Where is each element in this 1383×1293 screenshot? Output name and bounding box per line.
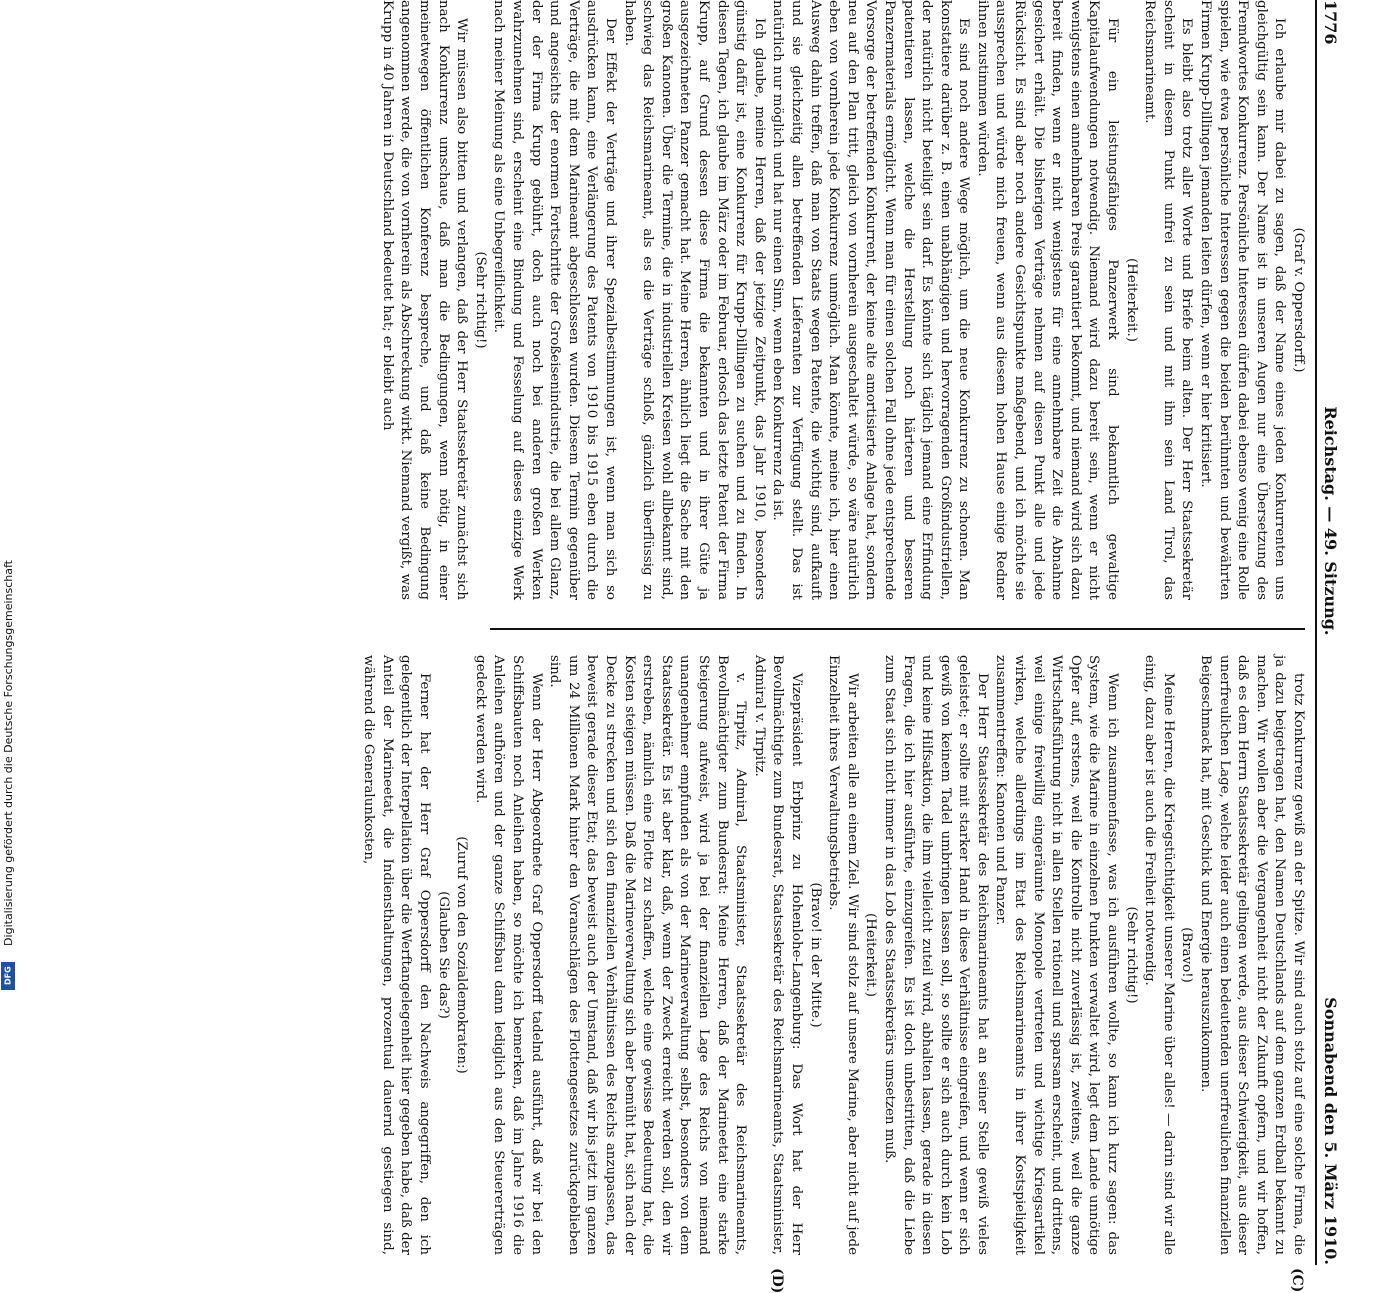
dfg-logo: DFG xyxy=(1,962,15,990)
paragraph: Meine Herren, die Kriegstüchtigkeit unserer Marine über alles! — darin sind wir alle einig, dazu aber ist auch die Freiheit notwendig. xyxy=(1142,655,1176,1255)
page-header xyxy=(1315,0,1345,1265)
interjection: (Graf v. Oppersdorff.) xyxy=(1291,227,1306,373)
interjection: (Bravo!) xyxy=(1179,927,1195,983)
margin-marker-d: (D) xyxy=(769,1268,785,1293)
page-number: 1776 xyxy=(1321,0,1341,45)
column-divider xyxy=(490,628,1305,630)
document-page xyxy=(361,0,1345,1293)
page-title: Reichstag. — 49. Sitzung. xyxy=(1321,406,1341,636)
paragraph: Wenn der Herr Abgeordnete Graf Oppersdorff tadelnd ausführt, daß wir bei den Schiffsbauten noch Anleihen haben, so möchte ich bemerken, daß im Jahre 1916 die Anleihen aufhören und der ganze Schiffsbau dann lediglich aus den Steuererträgen gedeckt werden wird. xyxy=(472,655,544,1255)
right-text-column xyxy=(361,655,1307,1255)
interjection: (Bravo! in der Mitte.) xyxy=(807,882,823,1028)
paragraph: Der Herr Staatssekretär des Reichsmarineamts hat an seiner Stelle gewiß vieles geleistet; er sollte mit starker Hand in diese Verhältnisse eingreifen, und wenn er sich gewiß von keinem Tadel umbringen lassen soll, so sollte er sich auch durch kein Lob und keine Hilfsaktion, die ihm vielleicht zuteil wird, abhalten lassen, gerade in diesen Fragen, die ich hier ausführte, einzugreifen. Es ist doch unbestritten, daß die Liebe zum Staat sich nicht immer in das Lob des Staatssekretärs umsetzen muß. xyxy=(881,655,990,1255)
interjection: (Glauben Sie das?) xyxy=(435,891,451,1019)
paragraph: Es sind noch andere Wege möglich, um die neue Konkurrenz zu schonen. Man konstatiere darüber z. B. einen unabhängigen und hervorragenden Großindustriellen, der natürlich nicht beteiligt sein darf. Es könnte sich täglich jemand eine Erfindung patentieren lassen, welche die Herstellung noch härteren und besseren Panzermaterials ermöglicht. Wenn man für einen solchen Fall ohne jede entsprechende Vorsorge der betreffenden Konkurrent, der keine alte amortisierte Anlage hat, sondern neu auf den Plan tritt, gleich von vornherein ausgeschaltet würde, so wäre natürlich eben von vornherein jede Konkurrenz unmöglich. Man könnte, meine ich, hier einen Ausweg dahin treffen, daß man von Staats wegen Patente, die wichtig sind, aufkauft und sie gleichzeitig allen betreffenden Lieferanten zur Verfügung stellt. Das ist natürlich nur möglich und hat nur einen Sinn, wenn eben Konkurrenz da ist. xyxy=(770,0,972,600)
paragraph: Wir müssen also bitten und verlangen, daß der Herr Staatssekretär zunächst sich nach Konkurrenz umschaue, daß man die Bedingungen, wenn nötig, in einer meinetwegen öffentlichen Konferenz bespreche, und daß keine Bedingung angenommen werde, die von vornherein als Abschreckung wirkt. Niemand vergißt, was Krupp in 40 Jahren in Deutschland bedeutet hat; er bleibt auch xyxy=(379,0,470,600)
margin-marker-c: (C) xyxy=(1289,1268,1305,1293)
session-date: Sonnabend den 5. März 1910. xyxy=(1321,997,1341,1265)
paragraph: v. Tirpitz, Admiral, Staatsminister, Staatssekretär des Reichsmarineamts, Bevollmächtigter zum Bundesrat: Meine Herren, daß der Marineetat eine starke Steigerung aufweist, wird ja bei der finanziellen Lage des Reichs von niemand unangenehmer empfunden als von der Marineverwaltung selbst, besonders von dem Staatssekretär. Es ist aber klar, daß, wenn der Zweck erreicht werden soll, den wir erstreben, nämlich eine Flotte zu schaffen, welche eine gewisse Bedeutung hat, die Kosten steigen müssen. Daß die Marineverwaltung sich aber bemüht hat, sich nach der Decke zu strecken und sich den finanziellen Verhältnissen des Reichs anzupassen, das beweist gerade dieser Etat; das beweist auch der Umstand, daß wir bis jetzt im ganzen um 24 Millionen Mark hinter den Voranschlägen des Flottengesetzes zurückgeblieben sind. xyxy=(547,655,749,1255)
paragraph: Wir arbeiten alle an einem Ziel. Wir sind stolz auf unsere Marine, aber nicht auf jede Einzelheit ihres Verwaltungsbetriebs. xyxy=(826,655,860,1255)
paragraph: Der Effekt der Verträge und ihrer Spezialbestimmungen ist, wenn man sich so ausdrücken kann, eine Verlängerung des Patents von 1910 bis 1915 eben durch die Verträge, die mit dem Marineamt abgeschlossen wurden. Diesem Termin gegenüber und angesichts der enormen Fortschritte der Großeisenindustrie, die bei allem Glanz, der der Firma Krupp gebührt, doch auch noch bei anderen großen Werken wahrzunehmen sind, erscheint eine Bindung und Fesselung auf dieses einzige Werk nach meiner Meinung als eine Unbegreiflichkeit. xyxy=(491,0,619,600)
paragraph: Ich glaube, meine Herren, daß der jetzige Zeitpunkt, das Jahr 1910, besonders günstig dafür ist, eine Konkurrenz für Krupp-Dillingen zu suchen und zu finden. In diesen Tagen, ich glaube im März oder im Februar, erlosch das letzte Patent der Firma Krupp, auf Grund dessen diese Firma die bekannten und in ihrer Güte ja ausgezeichneten Panzer gemacht hat. Meine Herren, ähnlich liegt die Sache mit den großen Kanonen. Über die Termine, die in industriellen Kreisen wohl allbekannt sind, schwieg das Reichsmarineamt, als es die Verträge schloß, gänzlich überflüssig zu haben. xyxy=(621,0,767,600)
digitization-credit: Digitalisierung gefördert durch die Deutsche Forschungsgemeinschaft xyxy=(2,560,15,946)
interjection: (Heiterkeit.) xyxy=(863,913,879,997)
paragraph: Wenn ich zusammenfasse, was ich ausführen wollte, so kann ich kurz sagen: das System, wie die Marine in einzelnen Punkten verwaltet wird, legt dem Lande unnötige Opfer auf, erstens, weil die Kontrolle nicht zuverlässig ist, zweitens, weil die ganze Wirtschaftsführung nicht in allen Stellen rationell und sparsam erscheint, und drittens, weil einige freiwillig eingeräumte Monopole vertreten und wichtige Kriegsartikel wirken, welche allerdings im Etat des Reichsmarineamts in ihrer Kostspieligkeit zusammentreffen: Kanonen und Panzer. xyxy=(993,655,1121,1255)
interjection: (Sehr richtig!) xyxy=(472,251,488,349)
left-text-column xyxy=(379,0,1307,600)
paragraph: Es bleibt also trotz aller Worte und Briefe beim alten. Der Herr Staatssekretär scheint in diesem Punkt unfrei zu sein und mit ihm sein Land Tirol, das Reichsmarineamt. xyxy=(1142,0,1195,600)
interjection: (Zuruf von den Sozialdemokraten:) xyxy=(454,836,470,1074)
interjection: (Heiterkeit.) xyxy=(1123,258,1139,342)
interjection: (Sehr richtig!) xyxy=(1123,906,1139,1004)
paragraph: trotz Konkurrenz gewiß an der Spitze. Wir sind auch stolz auf eine solche Firma, die ja dazu beigetragen hat, den Namen Deutschlands auf dem ganzen Erdball bekannt zu machen. Wir wollen aber die Vergangenheit nicht der Zukunft opfern, und wir hoffen, daß es dem Herrn Staatssekretär gelingen werde, aus dieser Schwierigkeit, aus dieser unerfreulichen Lage, welche leider auch einen bedeutenden unerfreulichen finanziellen Beigeschmack hat, mit Geschick und Energie herauszukommen. xyxy=(1198,655,1306,1255)
paragraph: Ferner hat der Herr Graf Oppersdorff den Nachweis angegriffen, den ich gelegentlich der Interpellation über die Werftangelegenheit hier gegeben habe, daß der Anteil der Marineetat, die Indiensthaltungen, prozentual dauernd gestiegen sind, während die Generalunkosten, xyxy=(361,655,433,1255)
paragraph: Ich erlaube mir dabei zu sagen, daß der Name eines jeden Konkurrenten uns gleichgültig sein kann. Der Name ist in unseren Augen nur eine Übersetzung des Fremdwortes Konkurrenz. Persönliche Interessen dürfen dabei ebenso wenig eine Rolle spielen, wie etwa persönliche Interessen gegen die beiden berühmten und bewährten Firmen Krupp-Dillingen jemanden leiten dürfen, wenn er hier kritisiert. xyxy=(1198,0,1288,600)
paragraph: Vizepräsident Erbprinz zu Hohenlohe-Langenburg: Das Wort hat der Herr Bevollmächtigte zum Bundesrat, Staatssekretär des Reichsmarineamts, Staatsminister, Admiral v. Tirpitz. xyxy=(751,655,804,1255)
paragraph: Für ein leistungsfähiges Panzerwerk sind bekanntlich gewaltige Kapitalaufwendungen notwendig. Niemand wird dazu bereit sein, wenn er nicht wenigstens einen annehmbaren Preis garantiert bekommt, und niemand wird sich dazu bereit finden, wenn er nicht wenigstens für eine annehmbare Zeit die Abnahme gesichert erhält. Die bisherigen Verträge nehmen auf diesen Punkt alle und jede Rücksicht. Es sind aber noch andere Gesichtspunkte maßgebend, und ich möchte sie aussprechen und würde mich freuen, wenn aus diesem hohen Hause einige Redner ihnen zustimmen würden. xyxy=(974,0,1121,600)
